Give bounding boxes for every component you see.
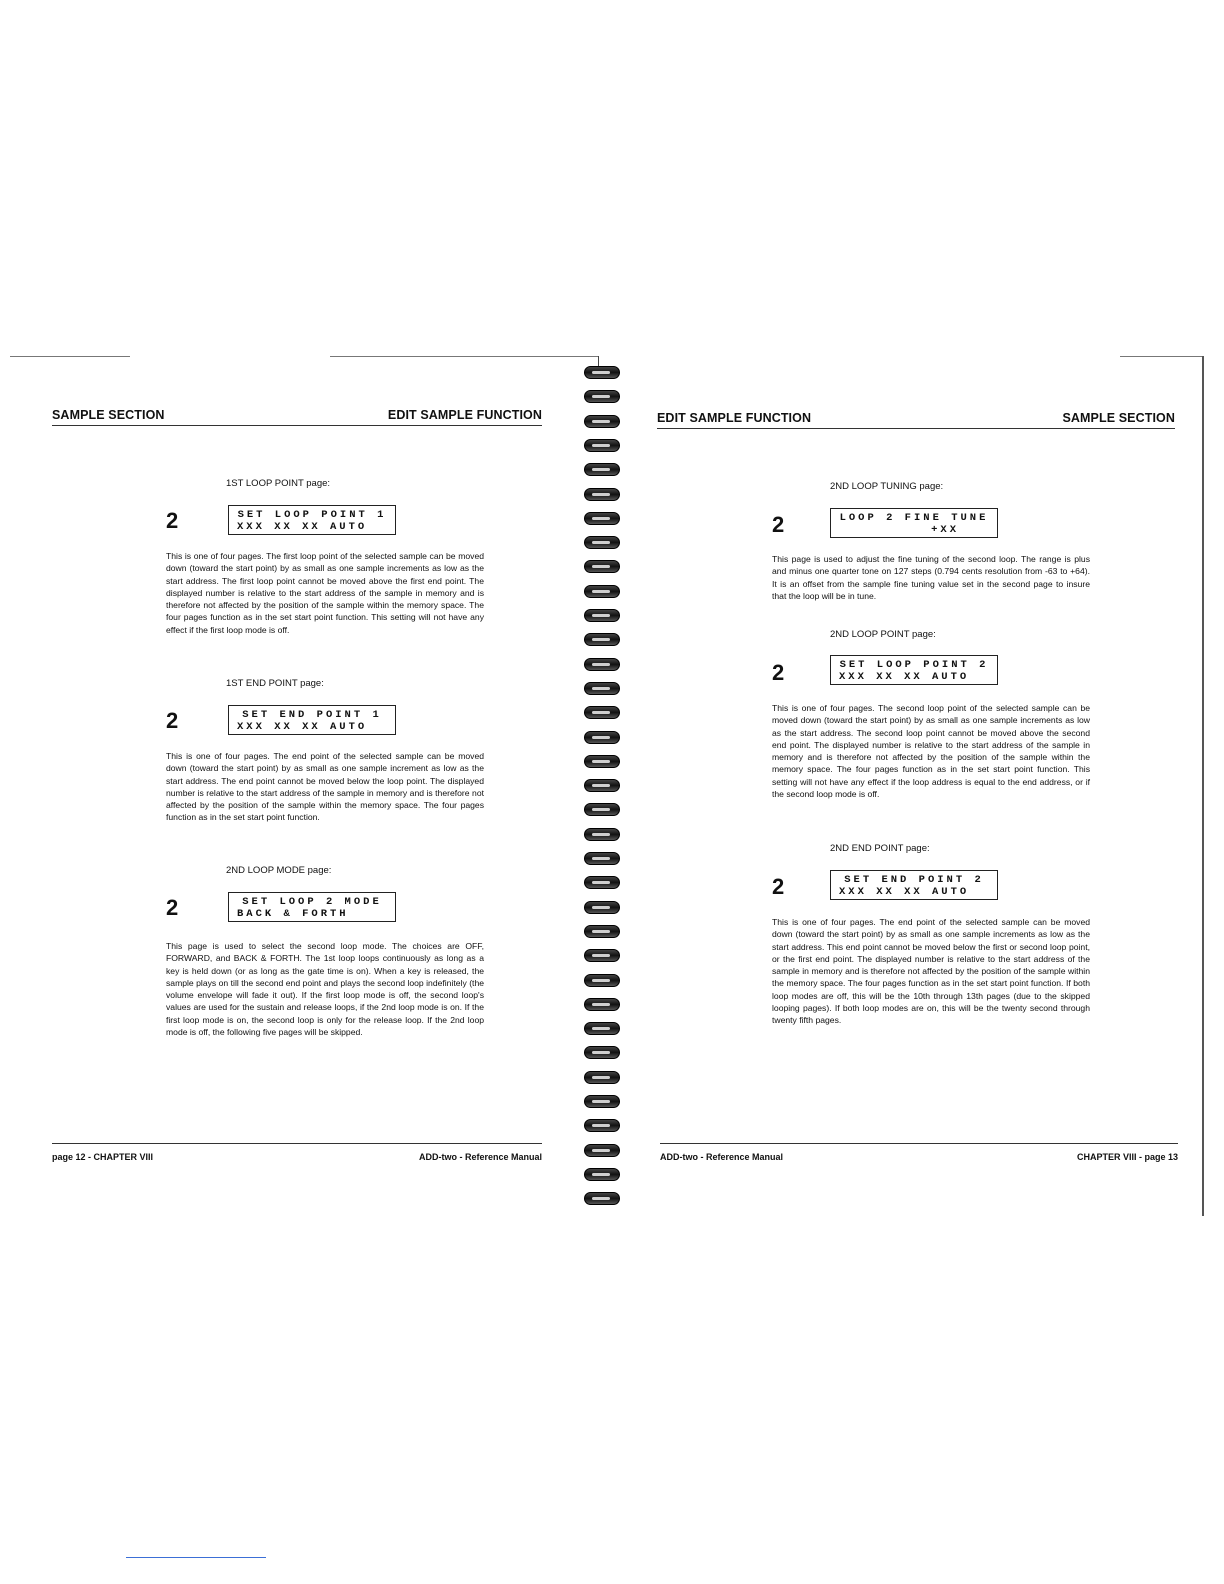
binding-ring (584, 1022, 620, 1035)
binding-ring (584, 415, 620, 428)
lcd-line-1: SET END POINT 1 (242, 709, 382, 721)
section-label: 1ST END POINT page: (226, 678, 324, 689)
section-digit: 2 (772, 512, 785, 537)
left-page (0, 0, 575, 1584)
binding-ring (584, 1071, 620, 1084)
header-section: SAMPLE SECTION (52, 408, 165, 422)
section-digit: 2 (166, 708, 179, 733)
footer-manual-title: ADD-two - Reference Manual (660, 1152, 784, 1162)
binding-ring (584, 536, 620, 549)
binding-ring (584, 560, 620, 573)
binding-ring (584, 609, 620, 622)
lcd-line-1: LOOP 2 FINE TUNE (839, 512, 989, 524)
section-label: 2ND LOOP POINT page: (830, 629, 936, 640)
section-text: This is one of four pages. The end point of the selected sample can be moved down (toward the start point) by as small as one sample increments as low as the start address. This end point cannot be moved below the first or second loop point, or the first end point. The displayed number is relative to the start address of the sample in memory and is therefore not affected by the position of the sample within the memory space. The four pages function as in the set start point function. If both loop modes are off, this will be the 10th through 13th pages (due to the skipped looping pages). If both loop modes are on, this will be the twenty second through twenty fifth pages. (772, 917, 1090, 1026)
header-function: EDIT SAMPLE FUNCTION (657, 411, 812, 425)
binding-ring (584, 1046, 620, 1059)
binding-ring (584, 706, 620, 719)
binding-ring (584, 828, 620, 841)
footer-page-number: CHAPTER VIII - page 13 (1076, 1152, 1178, 1162)
right-page (630, 0, 1224, 1584)
lcd-line-1: SET END POINT 2 (844, 874, 984, 886)
binding-ring (584, 463, 620, 476)
lcd-display (830, 655, 998, 685)
lcd-line-1: SET LOOP POINT 1 (237, 509, 387, 521)
binding-ring (584, 998, 620, 1011)
header-function: EDIT SAMPLE FUNCTION (387, 408, 542, 422)
section-digit: 2 (166, 508, 179, 533)
lcd-display (228, 505, 396, 535)
binding-ring (584, 512, 620, 525)
lcd-display (830, 870, 998, 900)
section-text: This page is used to adjust the fine tuning of the second loop. The range is plus and minus one quarter tone on 127 steps (0.794 cents resolution from -63 to +64). It is an offset from the sample fine tuning value set in the second page to insure that the loop will be in tune. (772, 554, 1090, 601)
binding-ring (584, 803, 620, 816)
page-footer (52, 1143, 542, 1162)
section-text: This page is used to select the second loop mode. The choices are OFF, FORWARD, and BACK & FORTH. The 1st loop loops continuously as long as a key is held down (or as long as the gate time is on). When a key is released, the sample plays on till the second end point and plays the second loop indefinitely (the volume envelope will fade it out). If the first loop mode is off, the second loop's values are used for the sustain and release loops, if the 2nd loop mode is on. If the first loop mode is on, the second loop is only for the release loop. If the 2nd loop mode is off, the following five pages will be skipped. (166, 941, 484, 1038)
section-digit: 2 (772, 660, 785, 685)
binding-ring (584, 1095, 620, 1108)
lcd-display (830, 508, 998, 538)
section-label: 2ND LOOP MODE page: (226, 865, 332, 876)
binding-ring (584, 779, 620, 792)
section-text: This is one of four pages. The end point of the selected sample can be moved down (toward the start point) by as small as one sample increment as low as the start address. The end point cannot be moved below the loop point. The displayed number is relative to the start address of the sample in memory and is therefore not affected by the position of the sample within the memory space. The four pages function as in the set start point function. (166, 751, 484, 823)
binding-ring (584, 852, 620, 865)
section-text: This is one of four pages. The second loop point of the selected sample can be moved down (toward the start point) by as small as one sample increments as low as the start address. The second loop point cannot be moved above the second end point. The displayed number is relative to the start address of the sample in memory and is therefore not affected by the position of the sample within the memory space. The four pages function as in the set start point function. This setting will not have any effect if the loop address is equal to the end address, or if the second loop mode is off. (772, 703, 1090, 800)
binding-ring (584, 1168, 620, 1181)
binding-ring (584, 633, 620, 646)
lcd-line-1: SET LOOP 2 MODE (242, 896, 382, 908)
lcd-line-2: XXX XX XX AUTO (839, 671, 970, 683)
binding-ring (584, 755, 620, 768)
binding-ring (584, 1144, 620, 1157)
binding-ring (584, 1119, 620, 1132)
page-footer (660, 1143, 1178, 1162)
page-header (657, 403, 1175, 429)
section-digit: 2 (772, 874, 785, 899)
section-label: 1ST LOOP POINT page: (226, 478, 331, 489)
lcd-display (228, 892, 396, 922)
binding-ring (584, 585, 620, 598)
binding-ring (584, 366, 620, 379)
footer-page-number: page 12 - CHAPTER VIII (52, 1152, 154, 1162)
lcd-line-2: BACK & FORTH (237, 908, 349, 920)
binding-ring (584, 974, 620, 987)
spiral-binding (578, 356, 626, 1216)
binding-ring (584, 1192, 620, 1205)
footer-manual-title: ADD-two - Reference Manual (418, 1152, 542, 1162)
lcd-line-2: XXX XX XX AUTO (839, 886, 970, 898)
binding-ring (584, 949, 620, 962)
binding-ring (584, 731, 620, 744)
binding-ring (584, 682, 620, 695)
binding-ring (584, 925, 620, 938)
section-text: This is one of four pages. The first loop point of the selected sample can be moved down (toward the start point) by as small as one sample increments as low as the start address. The first loop point cannot be moved above the first end point. The displayed number is relative to the start address of the sample in memory and is therefore not affected by the position of the sample within the memory space. The four pages function as in the set start point function. This setting will not have any effect if the first loop mode is off. (166, 551, 484, 635)
lcd-line-2: +XX (931, 524, 959, 536)
binding-ring (584, 901, 620, 914)
binding-ring (584, 876, 620, 889)
binding-ring (584, 390, 620, 403)
section-label: 2ND LOOP TUNING page: (830, 481, 944, 492)
section-label: 2ND END POINT page: (830, 843, 930, 854)
binding-ring (584, 439, 620, 452)
lcd-display (228, 705, 396, 735)
lcd-line-2: XXX XX XX AUTO (237, 721, 368, 733)
section-digit: 2 (166, 895, 179, 920)
scan-mark (126, 1557, 266, 1558)
header-section: SAMPLE SECTION (1062, 411, 1175, 425)
binding-ring (584, 488, 620, 501)
lcd-line-2: XXX XX XX AUTO (237, 521, 368, 533)
page-header (52, 400, 542, 426)
binding-ring (584, 658, 620, 671)
lcd-line-1: SET LOOP POINT 2 (839, 659, 989, 671)
